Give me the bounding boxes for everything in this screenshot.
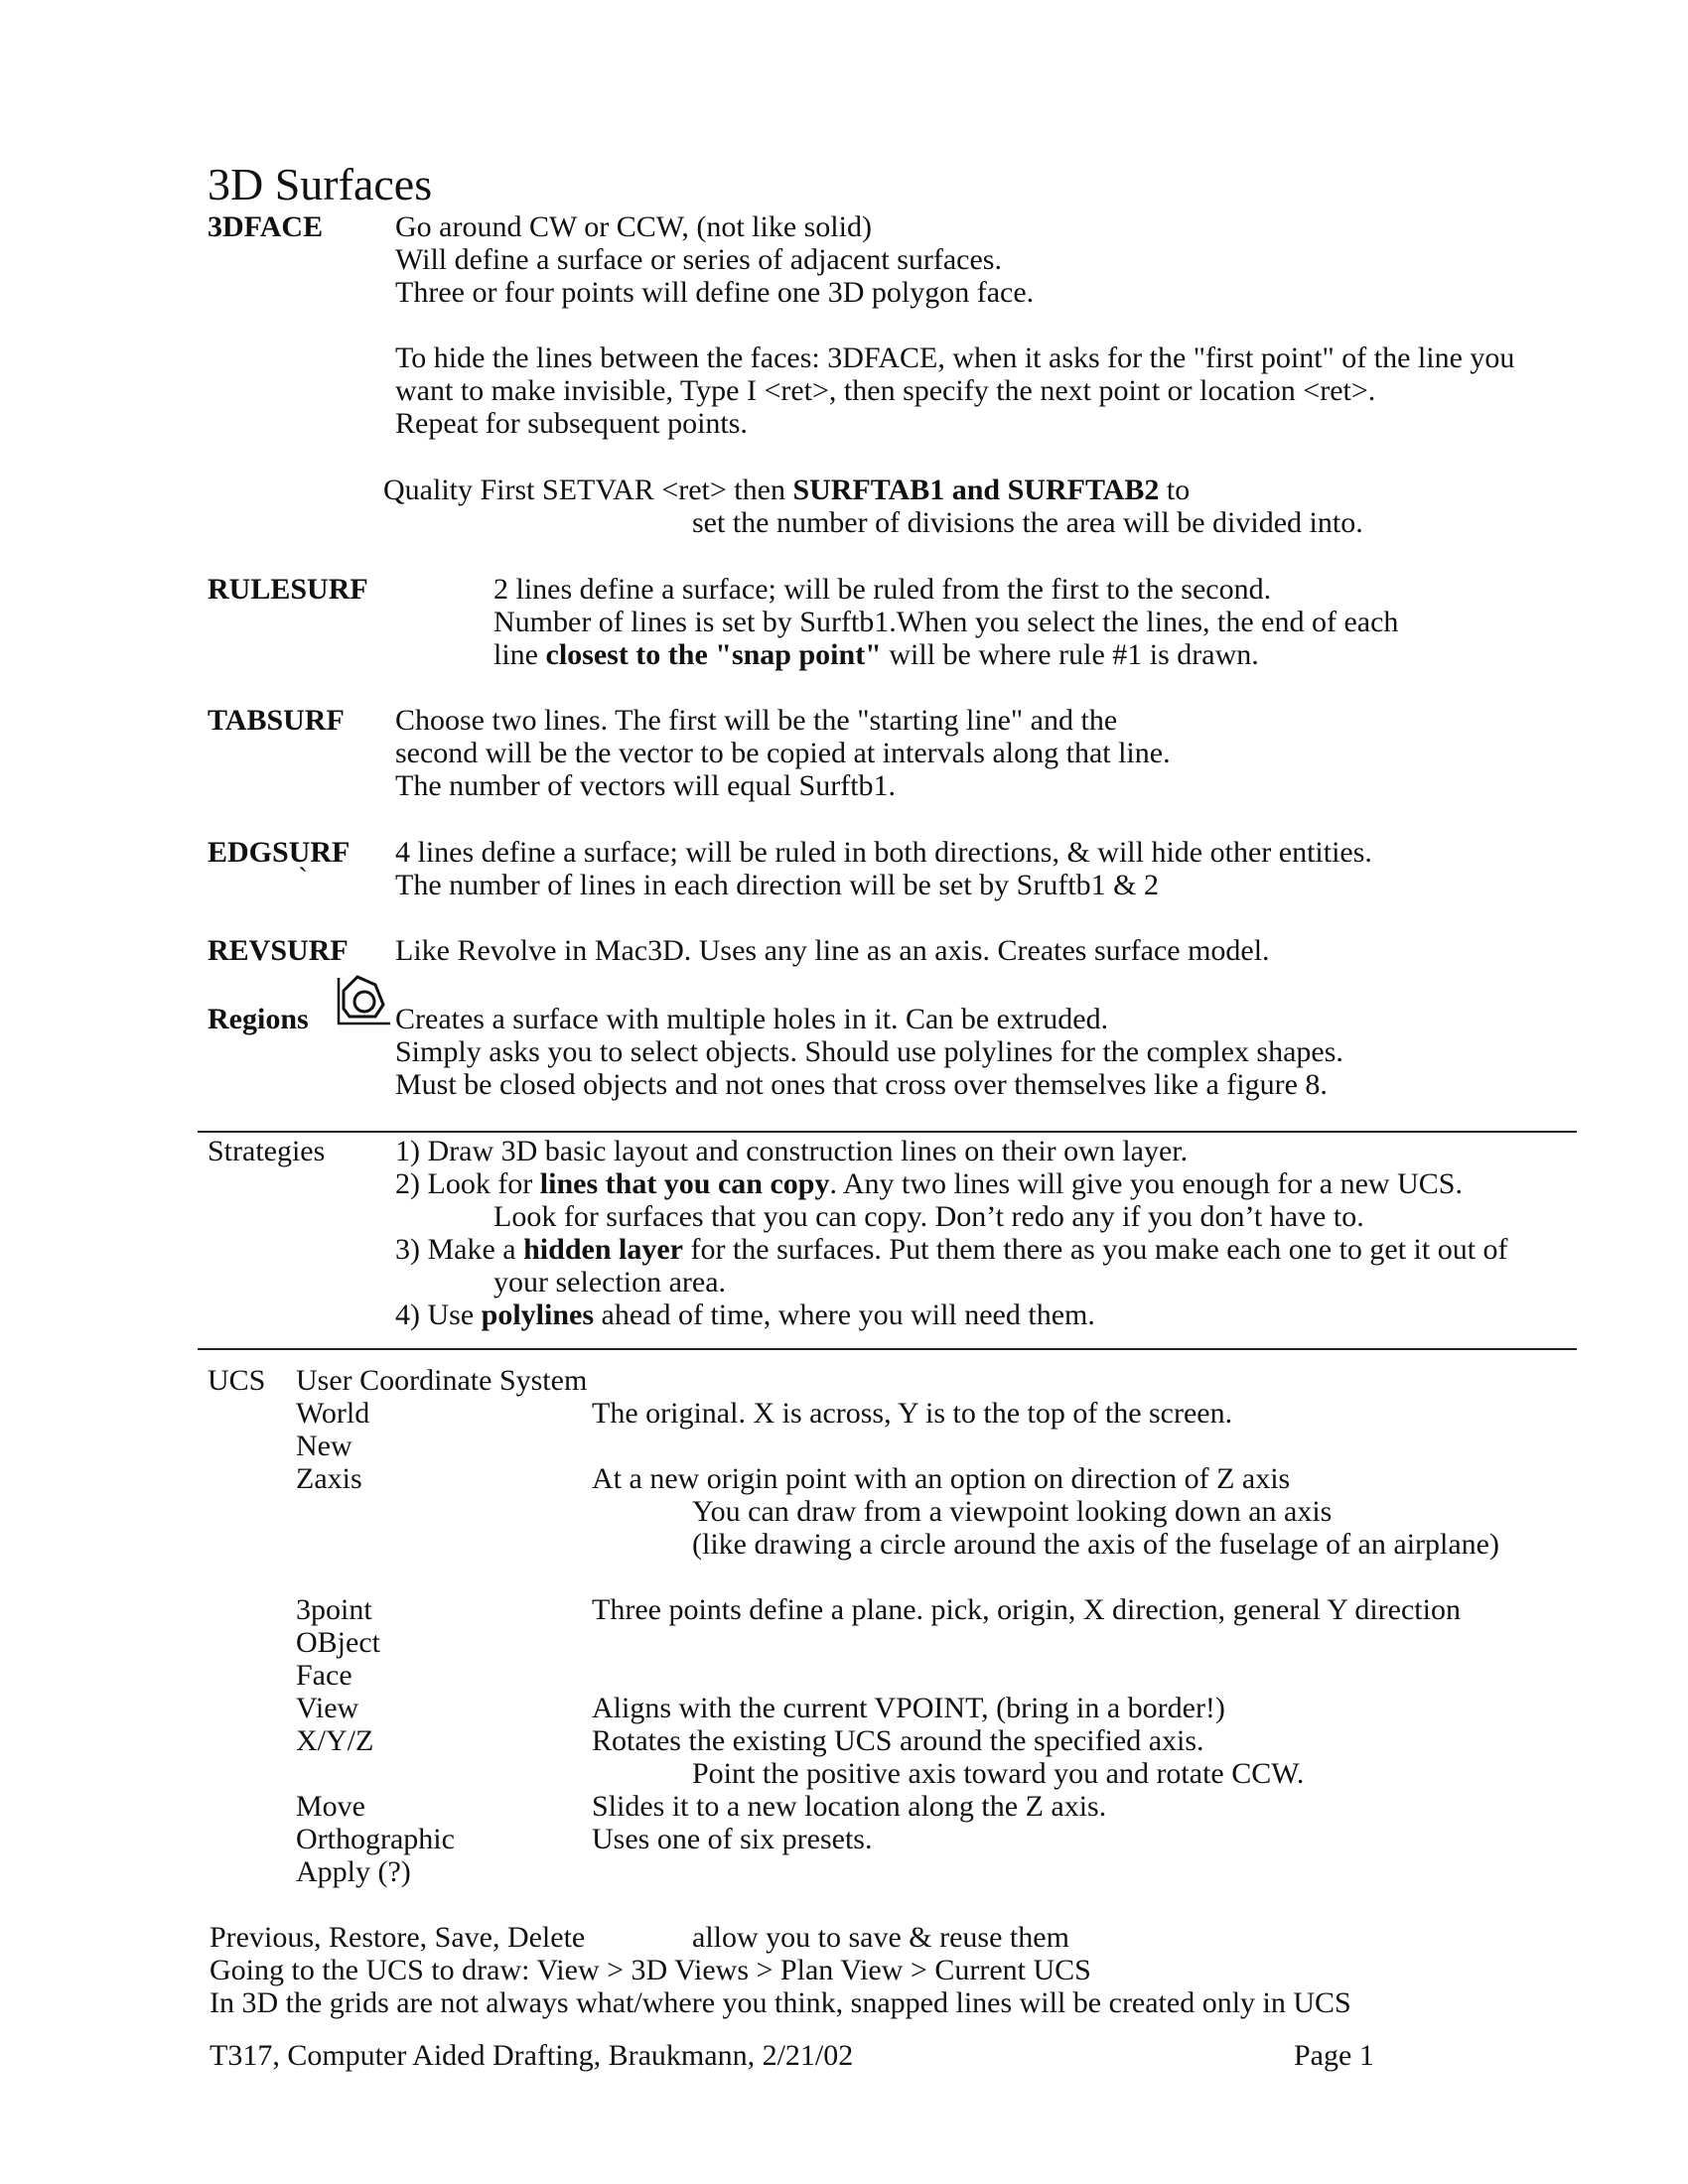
closing-going: Going to the UCS to draw: View > 3D Views > Plan View > Current UCS <box>210 1954 1091 1986</box>
ucs-zaxis-desc-2: You can draw from a viewpoint looking down an axis <box>692 1495 1333 1528</box>
strategy-4-pre: 4) Use <box>395 1298 482 1331</box>
regions-line-1: Creates a surface with multiple holes in it. Can be extruded. <box>395 1003 1109 1035</box>
strategy-3-bold: hidden layer <box>523 1233 683 1266</box>
term-revsurf: REVSURF <box>208 934 349 967</box>
ucs-world: World <box>296 1397 370 1430</box>
3dface-hide-1: To hide the lines between the faces: 3DFACE, when it asks for the "first point" of the line you <box>395 341 1515 374</box>
divider-bottom <box>198 1348 1577 1350</box>
ucs-label: UCS <box>208 1364 266 1397</box>
3dface-line-2: Will define a surface or series of adjacent surfaces. <box>395 243 1002 276</box>
strategy-4 <box>395 1298 1095 1332</box>
page-title: 3D Surfaces <box>208 159 433 209</box>
3dface-hide-3: Repeat for subsequent points. <box>395 407 748 440</box>
ucs-view: View <box>296 1692 359 1724</box>
quality-line-2: set the number of divisions the area will be divided into. <box>692 506 1363 539</box>
strategy-3-pre: 3) Make a <box>395 1233 524 1266</box>
tabsurf-line-2: second will be the vector to be copied at intervals along that line. <box>395 737 1171 769</box>
rulesurf-line-3-pre: line <box>493 638 546 671</box>
ucs-zaxis-desc-3: (like drawing a circle around the axis of the fuselage of an airplane) <box>692 1528 1499 1561</box>
tabsurf-line-1: Choose two lines. The first will be the "starting line" and the <box>395 704 1118 737</box>
revsurf-line: Like Revolve in Mac3D. Uses any line as an axis. Creates surface model. <box>395 934 1270 967</box>
regions-line-2: Simply asks you to select objects. Should use polylines for the complex shapes. <box>395 1035 1343 1068</box>
term-tabsurf: TABSURF <box>208 704 345 737</box>
quality-text-post: to <box>1159 474 1191 506</box>
term-edgsurf: EDGSURF <box>208 836 351 869</box>
edgsurf-line-2: The number of lines in each direction will be set by Sruftb1 & 2 <box>395 869 1159 901</box>
term-regions: Regions <box>208 1003 309 1035</box>
strategy-4-post: ahead of time, where you will need them. <box>594 1298 1095 1331</box>
quality-text-bold: SURFTAB1 and SURFTAB2 <box>792 474 1160 506</box>
ucs-3point: 3point <box>296 1593 372 1626</box>
ucs-new: New <box>296 1430 352 1462</box>
closing-previous: Previous, Restore, Save, Delete <box>210 1921 586 1954</box>
ucs-zaxis: Zaxis <box>296 1462 362 1495</box>
3dface-hide-2: want to make invisible, Type I <ret>, then specify the next point or location <ret>. <box>395 374 1376 407</box>
strategy-3-cont: your selection area. <box>493 1266 727 1298</box>
ucs-world-desc: The original. X is across, Y is to the top of the screen. <box>592 1397 1233 1430</box>
ucs-xyz: X/Y/Z <box>296 1724 374 1757</box>
strategy-3-post: for the surfaces. Put them there as you make each one to get it out of <box>682 1233 1508 1266</box>
region-icon <box>336 971 393 1028</box>
footer-course: T317, Computer Aided Drafting, Braukmann, 2/21/02 <box>210 2039 854 2072</box>
strategy-1: 1) Draw 3D basic layout and construction lines on their own layer. <box>395 1135 1189 1167</box>
strategy-4-bold: polylines <box>481 1298 595 1331</box>
quality-line <box>383 474 1190 507</box>
ucs-move-desc: Slides it to a new location along the Z axis. <box>592 1790 1107 1823</box>
divider-top <box>198 1131 1577 1133</box>
rulesurf-line-1: 2 lines define a surface; will be ruled from the first to the second. <box>493 573 1272 606</box>
footer-page-number: Page 1 <box>1294 2039 1374 2072</box>
3dface-line-1: Go around CW or CCW, (not like solid) <box>395 210 872 243</box>
term-3dface: 3DFACE <box>208 210 324 243</box>
ucs-apply: Apply (?) <box>296 1855 411 1888</box>
rulesurf-line-3-post: will be where rule #1 is drawn. <box>881 638 1259 671</box>
rulesurf-line-3 <box>493 638 1259 672</box>
rulesurf-line-2: Number of lines is set by Surftb1.When you select the lines, the end of each <box>493 606 1399 638</box>
ucs-orthographic: Orthographic <box>296 1823 455 1855</box>
strategy-2-post: . Any two lines will give you enough for a new UCS. <box>829 1167 1463 1200</box>
term-rulesurf: RULESURF <box>208 573 368 606</box>
edgsurf-line-1: 4 lines define a surface; will be ruled in both directions, & will hide other entities. <box>395 836 1372 869</box>
ucs-face: Face <box>296 1659 352 1692</box>
strategy-3 <box>395 1233 1508 1267</box>
ucs-xyz-desc-2: Point the positive axis toward you and rotate CCW. <box>692 1757 1305 1790</box>
3dface-line-3: Three or four points will define one 3D polygon face. <box>395 276 1035 309</box>
regions-line-3: Must be closed objects and not ones that cross over themselves like a figure 8. <box>395 1068 1328 1101</box>
ucs-xyz-desc: Rotates the existing UCS around the specified axis. <box>592 1724 1204 1757</box>
ucs-orthographic-desc: Uses one of six presets. <box>592 1823 873 1855</box>
strategy-2-bold: lines that you can copy <box>539 1167 830 1200</box>
ucs-move: Move <box>296 1790 365 1823</box>
strategy-2 <box>395 1167 1463 1201</box>
closing-grids: In 3D the grids are not always what/where you think, snapped lines will be created only in UCS <box>210 1986 1351 2019</box>
strategy-2-pre: 2) Look for <box>395 1167 540 1200</box>
quality-text-pre: Quality First SETVAR <ret> then <box>383 474 793 506</box>
ucs-heading: User Coordinate System <box>296 1364 588 1397</box>
edgsurf-tick: ` <box>298 862 308 894</box>
ucs-view-desc: Aligns with the current VPOINT, (bring in a border!) <box>592 1692 1225 1724</box>
tabsurf-line-3: The number of vectors will equal Surftb1. <box>395 769 897 802</box>
closing-previous-desc: allow you to save & reuse them <box>692 1921 1069 1954</box>
rulesurf-line-3-bold: closest to the "snap point" <box>545 638 882 671</box>
strategies-label: Strategies <box>208 1135 326 1167</box>
strategy-2-cont: Look for surfaces that you can copy. Don’t redo any if you don’t have to. <box>493 1200 1364 1233</box>
ucs-object: OBject <box>296 1626 380 1659</box>
ucs-zaxis-desc: At a new origin point with an option on direction of Z axis <box>592 1462 1291 1495</box>
ucs-3point-desc: Three points define a plane. pick, origin, X direction, general Y direction <box>592 1593 1461 1626</box>
